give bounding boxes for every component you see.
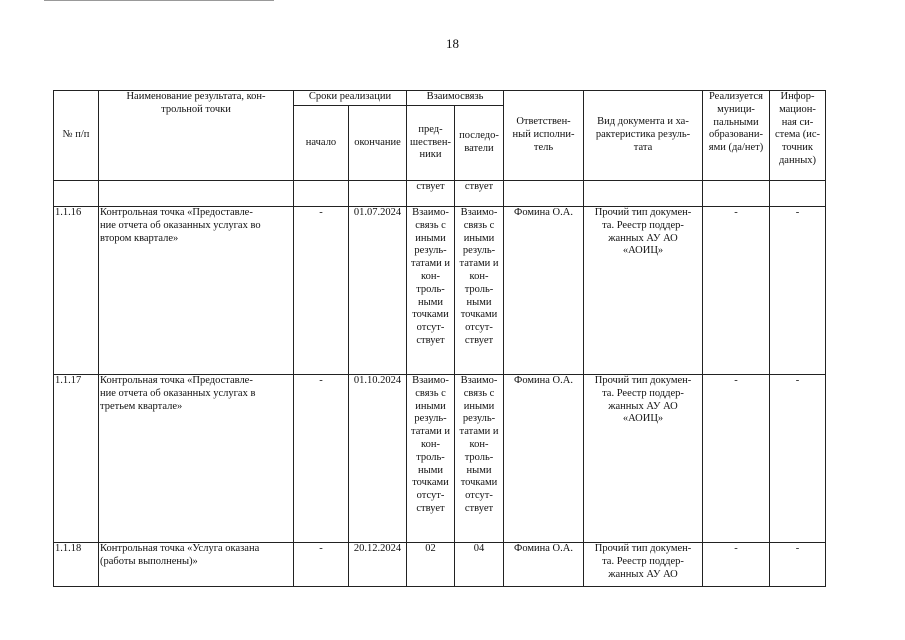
row-doc-type: Прочий тип докумен- та. Реестр поддер- жанных АУ АО «АОИЦ» <box>584 375 703 543</box>
carryover-doc-type <box>584 181 703 207</box>
row-number: 1.1.18 <box>54 543 99 587</box>
carryover-successors: ствует <box>455 181 504 207</box>
header-end: окончание <box>349 106 407 181</box>
header-successors: последо- ватели <box>455 106 504 181</box>
row-responsible: Фомина О.А. <box>504 543 584 587</box>
row-info-system: - <box>770 543 826 587</box>
row-number: 1.1.16 <box>54 207 99 375</box>
header-responsible: Ответствен- ный исполни- тель <box>504 91 584 181</box>
row-successors: Взаимо- связь с иными резуль- татами и кон- троль- ными точками отсут- ствует <box>455 375 504 543</box>
table-row <box>54 543 826 587</box>
row-end: 20.12.2024 <box>349 543 407 587</box>
carryover-num <box>54 181 99 207</box>
row-start: - <box>294 543 349 587</box>
row-municipal: - <box>703 207 770 375</box>
carryover-info-system <box>770 181 826 207</box>
carryover-name <box>99 181 294 207</box>
carryover-municipal <box>703 181 770 207</box>
row-doc-type: Прочий тип докумен- та. Реестр поддер- жанных АУ АО «АОИЦ» <box>584 207 703 375</box>
carryover-predecessors: ствует <box>407 181 455 207</box>
carryover-start <box>294 181 349 207</box>
carryover-row <box>54 181 826 207</box>
header-relationship: Взаимосвязь <box>407 91 504 106</box>
row-number: 1.1.17 <box>54 375 99 543</box>
results-table <box>53 90 826 587</box>
row-start: - <box>294 375 349 543</box>
header-name: Наименование результата, кон- трольной точки <box>99 91 294 181</box>
row-responsible: Фомина О.А. <box>504 207 584 375</box>
row-name: Контрольная точка «Предоставле- ние отчета об оказанных услугах во втором квартале» <box>99 207 294 375</box>
row-predecessors: 02 <box>407 543 455 587</box>
carryover-end <box>349 181 407 207</box>
row-doc-type: Прочий тип докумен- та. Реестр поддер- жанных АУ АО <box>584 543 703 587</box>
table-row <box>54 375 826 543</box>
row-municipal: - <box>703 543 770 587</box>
header-row <box>54 91 826 106</box>
row-successors: Взаимо- связь с иными резуль- татами и кон- троль- ными точками отсут- ствует <box>455 207 504 375</box>
header-num: № п/п <box>54 91 99 181</box>
top-edge-mark <box>44 0 274 4</box>
row-info-system: - <box>770 375 826 543</box>
row-predecessors: Взаимо- связь с иными резуль- татами и кон- троль- ными точками отсут- ствует <box>407 207 455 375</box>
row-info-system: - <box>770 207 826 375</box>
page-number: 18 <box>446 36 459 51</box>
row-end: 01.07.2024 <box>349 207 407 375</box>
header-info-system: Инфор- мацион- ная си- стема (ис- точник данных) <box>770 91 826 181</box>
header-predecessors: пред- шествен- ники <box>407 106 455 181</box>
row-successors: 04 <box>455 543 504 587</box>
carryover-responsible <box>504 181 584 207</box>
row-predecessors: Взаимо- связь с иными резуль- татами и кон- троль- ными точками отсут- ствует <box>407 375 455 543</box>
row-municipal: - <box>703 375 770 543</box>
header-municipal: Реализуется муници- пальными образовани- ями (да/нет) <box>703 91 770 181</box>
row-end: 01.10.2024 <box>349 375 407 543</box>
row-start: - <box>294 207 349 375</box>
table-row <box>54 207 826 375</box>
row-name: Контрольная точка «Предоставле- ние отчета об оказанных услугах в третьем квартале» <box>99 375 294 543</box>
row-name: Контрольная точка «Услуга оказана (работы выполнены)» <box>99 543 294 587</box>
row-responsible: Фомина О.А. <box>504 375 584 543</box>
header-start: начало <box>294 106 349 181</box>
header-doc-type: Вид документа и ха- рактеристика резуль- тата <box>584 91 703 181</box>
header-deadlines: Сроки реализации <box>294 91 407 106</box>
